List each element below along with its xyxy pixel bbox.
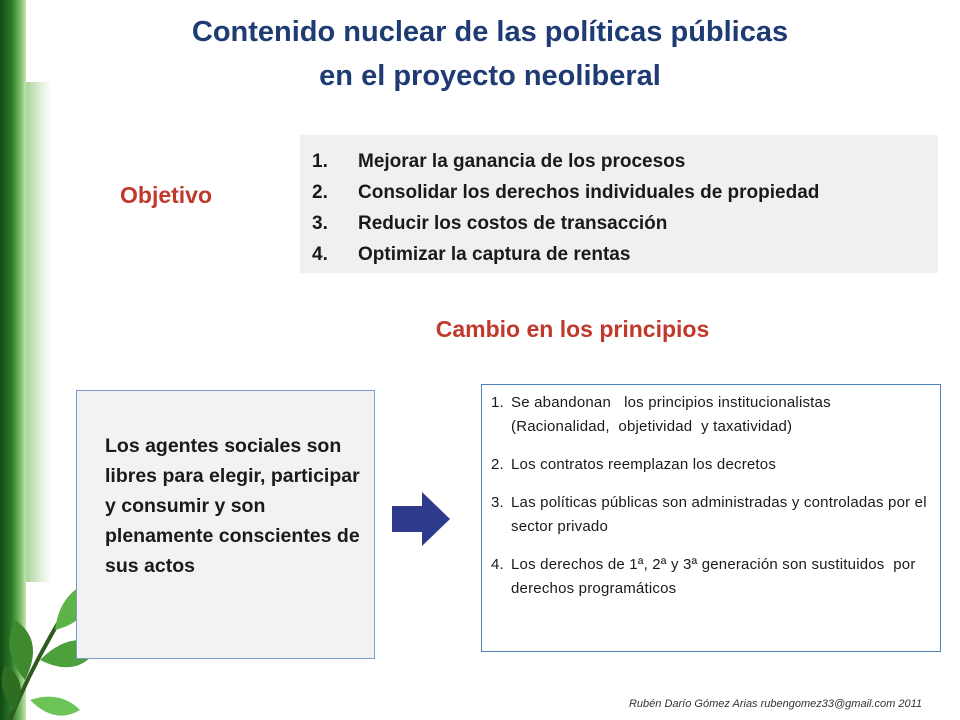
- objetivo-item-text: Reducir los costos de transacción: [358, 213, 668, 234]
- left-decorative-gradient: [26, 82, 52, 582]
- objetivo-item: [312, 146, 928, 177]
- objetivo-list: [312, 146, 928, 270]
- objetivo-item: [312, 177, 928, 208]
- change-item-text: Los contratos reemplazan los decretos: [511, 456, 777, 473]
- change-item-text: Los derechos de 1ª, 2ª y 3ª generación son sustituidos por derechos programáticos: [511, 556, 920, 597]
- objetivo-item-text: Consolidar los derechos individuales de propiedad: [358, 182, 820, 203]
- change-item-number: 3.: [491, 494, 504, 511]
- change-item: [491, 491, 932, 539]
- objetivo-box: [300, 135, 938, 273]
- objetivo-item-number: 3.: [312, 213, 328, 234]
- objetivo-item-text: Optimizar la captura de rentas: [358, 244, 631, 265]
- title-line-1: Contenido nuclear de las políticas públicas: [191, 16, 789, 48]
- objetivo-item-number: 1.: [312, 151, 328, 172]
- change-item: [491, 553, 932, 601]
- change-item-number: 2.: [491, 456, 504, 473]
- title-line-2: en el proyecto neoliberal: [319, 60, 661, 92]
- objetivo-item-number: 4.: [312, 244, 328, 265]
- objetivo-label: Objetivo: [120, 182, 213, 208]
- page-title: [90, 10, 890, 98]
- right-arrow-icon: [392, 492, 450, 546]
- change-item-number: 4.: [491, 556, 504, 573]
- objetivo-item-text: Mejorar la ganancia de los procesos: [358, 151, 686, 172]
- objetivo-item: [312, 208, 928, 239]
- change-item: [491, 453, 932, 477]
- agents-box: [76, 390, 375, 659]
- agents-text: Los agentes sociales son libres para elegir, participar y consumir y son plenamente conscientes de sus actos: [105, 435, 360, 577]
- change-item-text: Las políticas públicas son administradas y controladas por el sector privado: [511, 494, 932, 535]
- change-item-text: Se abandonan los principios institucionalistas (Racionalidad, objetividad y taxatividad): [511, 394, 836, 435]
- objetivo-item-number: 2.: [312, 182, 328, 203]
- objetivo-item: [312, 239, 928, 270]
- footer-credit: Rubén Darío Gómez Arias rubengomez33@gmail.com 2011: [628, 698, 922, 710]
- changes-box: [481, 384, 941, 652]
- change-item: [491, 391, 932, 439]
- cambio-heading: Cambio en los principios: [435, 316, 710, 342]
- change-item-number: 1.: [491, 394, 504, 411]
- changes-list: [491, 391, 932, 601]
